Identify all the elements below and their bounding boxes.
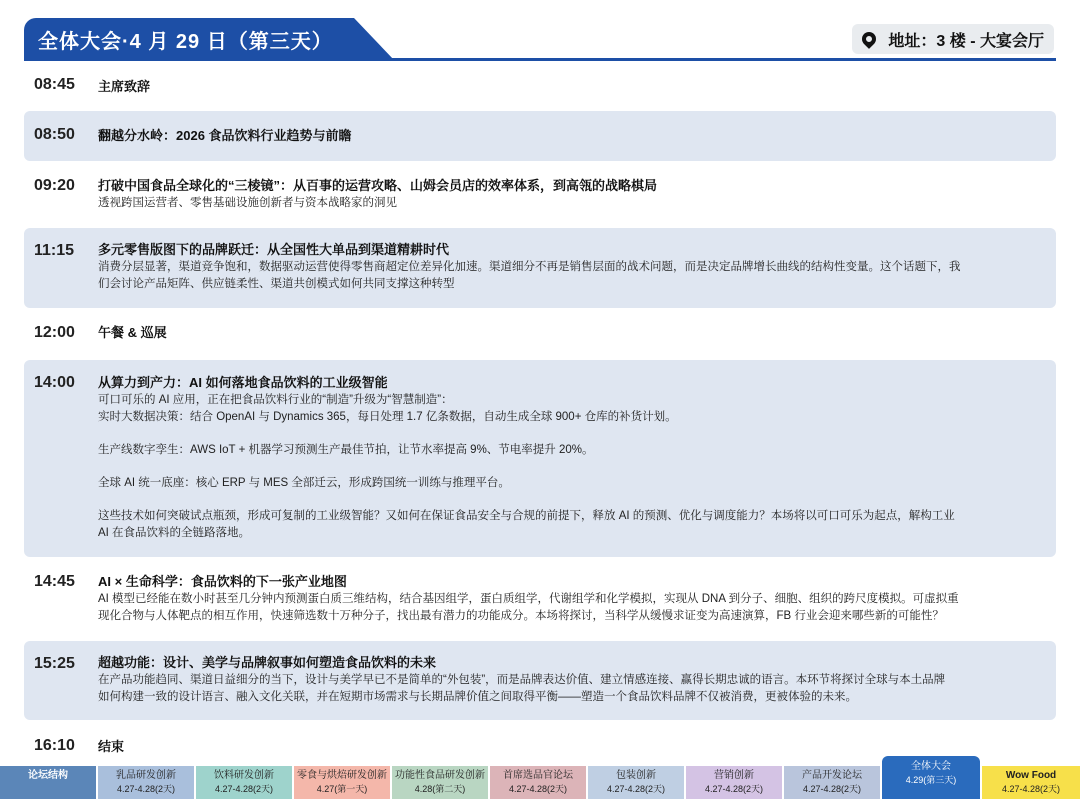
session-time: 16:10 bbox=[34, 737, 75, 754]
session-row bbox=[24, 641, 1056, 720]
session-title: 超越功能：设计、美学与品牌叙事如何塑造食品饮料的未来 bbox=[98, 655, 437, 670]
session-title: 打破中国食品全球化的“三棱镜”：从百事的运营攻略、山姆会员店的效率体系，到高瓴的战略棋局 bbox=[98, 178, 658, 193]
session-title: AI × 生命科学：食品饮料的下一张产业地图 bbox=[98, 574, 347, 589]
session-desc-line: 们会讨论产品矩阵、供应链柔性、渠道共创模式如何共同支撑这种转型 bbox=[98, 278, 455, 290]
footer-tab-functional-food[interactable]: 功能性食品研发创新 4.28(第二天) bbox=[392, 766, 488, 799]
session-desc-line: 全球 AI 统一底座：核心 ERP 与 MES 全部迁云，形成跨国统一训练与推理平台。 bbox=[98, 477, 510, 489]
session-desc-line: 生产线数字孪生：AWS IoT + 机器学习预测生产最佳节拍，让节水率提高 9%、节电率提升 20%。 bbox=[98, 444, 594, 456]
footer-tab-wow-food[interactable]: Wow Food 4.27-4.28(2天) bbox=[982, 766, 1080, 799]
session-title: 结束 bbox=[98, 739, 125, 754]
session-row bbox=[24, 228, 1056, 308]
session-desc-line: 消费分层显著，渠道竞争饱和，数据驱动运营使得零售商超定位差异化加速。渠道细分不再是销售层面的战术问题，而是决定品牌增长曲线的结构性变量。这个话题下，我 bbox=[98, 261, 961, 273]
session-desc-line: AI 模型已经能在数小时甚至几分钟内预测蛋白质三维结构，结合基因组学，蛋白质组学，代谢组学和化学模拟，实现从 DNA 到分子、细胞、组织的跨尺度模拟。可虚拟重 bbox=[98, 593, 959, 605]
footer-tab-marketing[interactable]: 营销创新 4.27-4.28(2天) bbox=[686, 766, 782, 799]
session-title: 午餐 & 巡展 bbox=[98, 325, 167, 340]
footer-tab-plenary[interactable]: 全体大会 4.29(第三天) bbox=[882, 756, 980, 799]
session-time: 14:00 bbox=[34, 374, 75, 391]
paragraph-gap bbox=[98, 426, 1048, 442]
footer-tab-snack-bakery[interactable]: 零食与烘焙研发创新 4.27(第一天) bbox=[294, 766, 390, 799]
session-time: 14:45 bbox=[34, 573, 75, 590]
footer-tab-dairy[interactable]: 乳品研发创新 4.27-4.28(2天) bbox=[98, 766, 194, 799]
session-desc-line: 实时大数据决策：结合 OpenAI 与 Dynamics 365，每日处理 1.7 亿条数据，自动生成全球 900+ 仓库的补货计划。 bbox=[98, 411, 677, 423]
session-row bbox=[24, 360, 1056, 557]
session-row bbox=[24, 111, 1056, 161]
address-text: 地址：3 楼 - 大宴会厅 bbox=[888, 32, 1044, 50]
session-row bbox=[24, 72, 1056, 102]
paragraph-gap bbox=[98, 459, 1048, 475]
session-desc-line: 可口可乐的 AI 应用，正在把食品饮料行业的“制造”升级为“智慧制造”： bbox=[98, 394, 453, 406]
session-title: 主席致辞 bbox=[98, 79, 151, 94]
session-desc-line: 在产品功能趋同、渠道日益细分的当下，设计与美学早已不是简单的“外包装”，而是品牌表达价值、建立情感连接、赢得长期忠诚的语言。本环节将探讨全球与本土品牌 bbox=[98, 674, 946, 686]
footer-tab-packaging[interactable]: 包装创新 4.27-4.28(2天) bbox=[588, 766, 684, 799]
footer-tab-beverage[interactable]: 饮料研发创新 4.27-4.28(2天) bbox=[196, 766, 292, 799]
session-row bbox=[24, 318, 1056, 348]
footer-tab-forum-structure[interactable]: 论坛结构 bbox=[0, 766, 96, 799]
session-desc-line: 透视跨国运营者、零售基础设施创新者与资本战略家的洞见 bbox=[98, 197, 397, 209]
session-time: 11:15 bbox=[34, 242, 75, 259]
session-title: 多元零售版图下的品牌跃迁：从全国性大单品到渠道精耕时代 bbox=[98, 242, 450, 257]
session-time: 12:00 bbox=[34, 324, 75, 341]
session-title: 从算力到产力：AI 如何落地食品饮料的工业级智能 bbox=[98, 375, 388, 390]
session-title: 翻越分水岭：2026 食品饮料行业趋势与前瞻 bbox=[98, 128, 352, 143]
session-time: 09:20 bbox=[34, 177, 75, 194]
session-time: 15:25 bbox=[34, 655, 75, 672]
footer-tab-product-dev[interactable]: 产品开发论坛 4.27-4.28(2天) bbox=[784, 766, 880, 799]
session-desc-line: AI 在食品饮料的全链路落地。 bbox=[98, 527, 251, 539]
session-time: 08:45 bbox=[34, 76, 75, 93]
location-pin-icon bbox=[860, 29, 880, 49]
session-desc-line: 现化合物与人体靶点的相互作用，快速筛选数十万种分子，找出最有潜力的功能成分。本场将探讨，当科学从缓慢求证变为高速演算，FB 行业会迎来哪些新的可能性？ bbox=[98, 610, 944, 622]
paragraph-gap bbox=[98, 492, 1048, 508]
footer-tab-chief-buyer[interactable]: 首席选品官论坛 4.27-4.28(2天) bbox=[490, 766, 586, 799]
page-title: 全体大会·4 月 29 日（第三天） bbox=[38, 31, 333, 53]
session-row bbox=[24, 170, 1056, 218]
address-badge bbox=[852, 24, 1054, 54]
session-desc-line: 如何构建一致的设计语言、融入文化关联，并在短期市场需求与长期品牌价值之间取得平衡——塑造一个食品饮料品牌不仅被消费，更被体验的未来。 bbox=[98, 691, 857, 703]
header-divider bbox=[24, 58, 1056, 61]
session-row bbox=[24, 566, 1056, 632]
page-header bbox=[24, 18, 1056, 62]
session-time: 08:50 bbox=[34, 126, 75, 143]
forum-nav-bar bbox=[0, 761, 1080, 799]
session-desc-line: 这些技术如何突破试点瓶颈，形成可复制的工业级智能？又如何在保证食品安全与合规的前提下，释放 AI 的预测、优化与调度能力？本场将以可口可乐为起点，解构工业 bbox=[98, 510, 955, 522]
